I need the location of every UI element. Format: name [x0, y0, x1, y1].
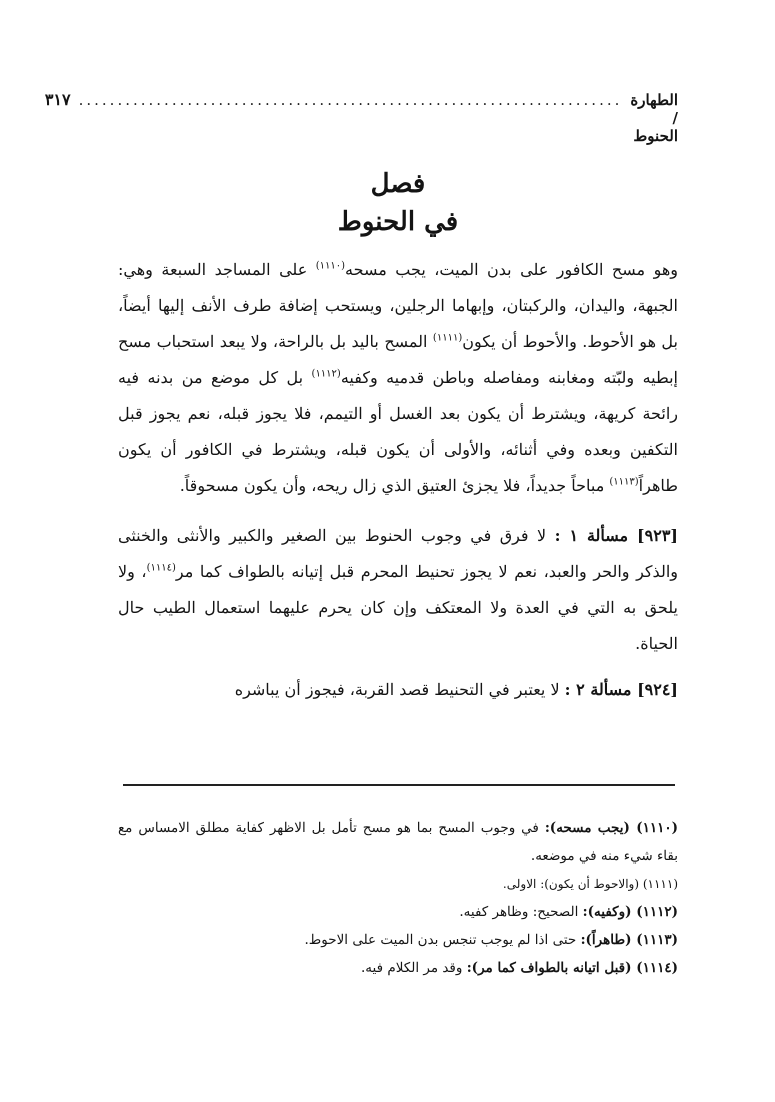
intro-text-5: مباحاً جديداً، فلا يجزئ العتيق الذي زال ريحه، وأن يكون مسحوقاً. — [179, 476, 610, 495]
intro-text-3: المسح باليد بل بالراحة، ولا يبعد استحباب مسح إبطيه ولبّته ومغابنه ومفاصله وباطن قدميه وكفيه — [118, 332, 678, 387]
chapter-heading-line-2: في الحنوط — [337, 207, 459, 237]
issue-923-text-1: لا فرق في وجوب الحنوط بين الصغير والكبير والأنثى والخنثى والذكر والحر والعبد، نعم لا يجوز تحنيط المحرم قبل إتيانه بالطواف كما مر — [118, 526, 678, 581]
dot-leader: ...................................................................... — [78, 91, 623, 109]
issue-923-label: [٩٢٣] مسألة ١ : — [554, 526, 678, 545]
intro-text-1: وهو مسح الكافور على بدن الميت، يجب مسحه — [345, 260, 679, 279]
intro-text-4: بل كل موضع من بدنه فيه رائحة كريهة، ويشترط أن يكون بعد الغسل أو التيمم، فلا يجوز قبله، نعم يجوز قبل التكفين وبعده وفي أثنائه، والأولى أن يكون قبله، ويشترط في الكافور أن يكون طاهراً — [118, 368, 678, 495]
chapter-heading-line-1: فصل — [370, 169, 426, 199]
footnote-1114 — [118, 954, 678, 982]
issue-923-text-2: ، ولا يلحق به التي في العدة ولا المعتكف وإن كان يحرم عليهما استعمال الطيب حال الحياة. — [118, 562, 678, 653]
footnote-1112 — [118, 898, 678, 926]
footnote-1110 — [118, 814, 678, 870]
issue-924-paragraph — [118, 672, 678, 708]
footnote-text: حتى اذا لم يوجب تنجس بدن الميت على الاحوط. — [304, 932, 581, 948]
footnote-ref: (١١١٢) (وكفيه): — [582, 904, 678, 920]
footnote-marker: (١١١٠) — [315, 260, 346, 272]
running-head-title: الطهارة / الحنوط — [630, 91, 678, 145]
chapter-heading — [118, 165, 678, 241]
footnote-marker: (١١١٢) — [311, 368, 341, 380]
issue-924-text: لا يعتبر في التحنيط قصد القربة، فيجوز أن يباشره — [234, 680, 565, 699]
footnote-marker: (١١١١) — [432, 332, 463, 344]
issue-924-label: [٩٢٤] مسألة ٢ : — [564, 680, 678, 699]
footnote-marker: (١١١٣) — [609, 476, 639, 488]
running-head — [44, 90, 678, 145]
footnote-ref: (١١١٠) (يجب مسحه): — [544, 820, 679, 836]
issue-923-paragraph — [118, 518, 678, 662]
footnote-divider — [123, 784, 675, 786]
footnote-ref: (١١١٤) (قبل اتيانه بالطواف كما مر): — [466, 960, 678, 976]
intro-text-2: على المساجد السبعة وهي: الجبهة، واليدان، والركبتان، وإبهاما الرجلين، ويستحب إضافة طرف الأنف إليها أيضاً، بل هو الأحوط. والأحوط أن يكون — [118, 260, 679, 351]
page-number: ٣١٧ — [44, 90, 71, 109]
footnote-1113 — [118, 926, 678, 954]
footnote-text: الصحيح: وظاهر كفيه. — [459, 904, 583, 920]
intro-paragraph — [118, 252, 678, 504]
footnote-ref: (١١١٣) (طاهراً): — [580, 932, 678, 948]
footnotes — [118, 814, 678, 982]
footnote-1111 — [118, 870, 678, 898]
footnote-ref: (١١١١) (والاحوط أن يكون): — [540, 877, 678, 891]
footnote-text: الاولى. — [502, 877, 541, 891]
footnote-text: في وجوب المسح بما هو مسح تأمل بل الاظهر كفاية مطلق الامساس مع بقاء شيء منه في موضعه. — [118, 820, 678, 864]
footnote-marker: (١١١٤) — [146, 562, 176, 574]
footnote-text: وقد مر الكلام فيه. — [361, 960, 467, 976]
body-text — [118, 252, 678, 708]
